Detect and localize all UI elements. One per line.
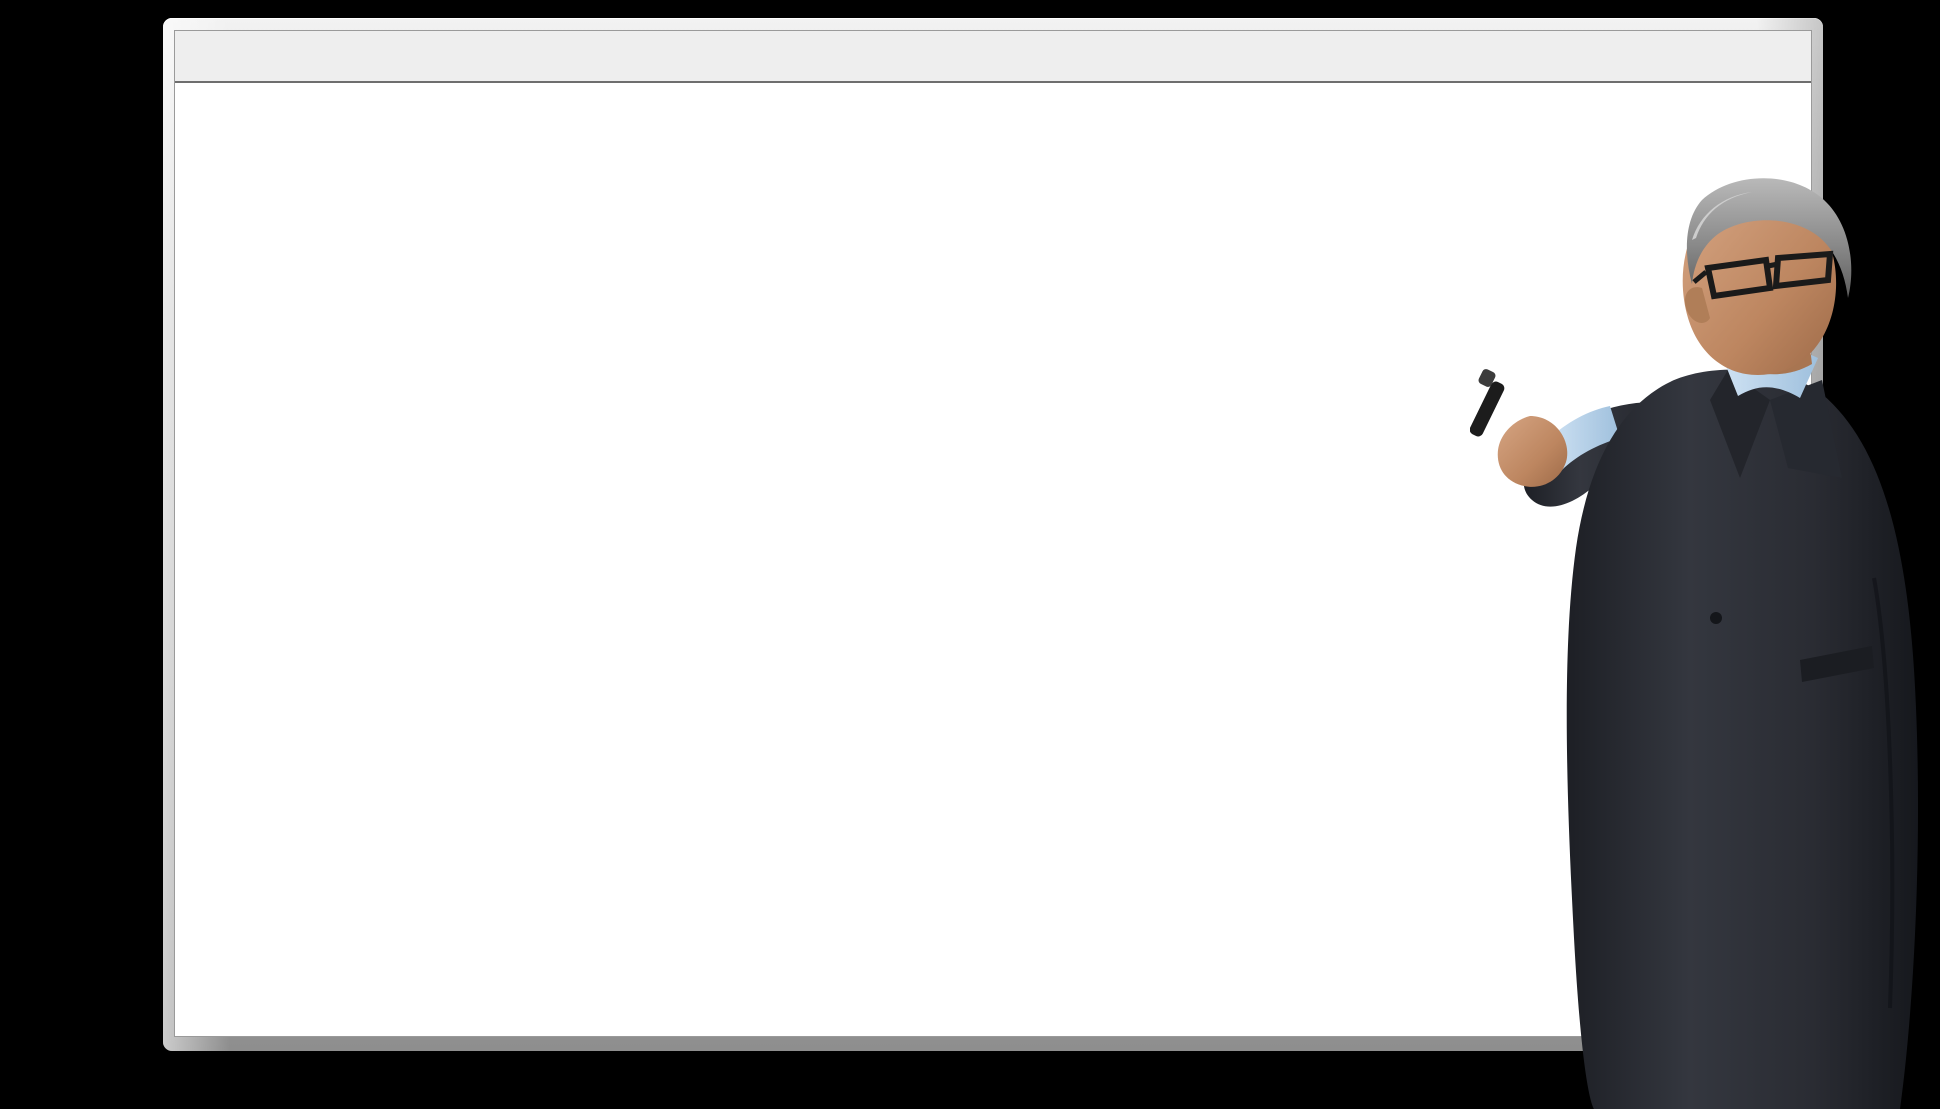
- person-writing-on-board: [1470, 148, 1940, 1109]
- board-title-band: [175, 31, 1811, 83]
- person-head: [1683, 178, 1852, 375]
- dry-erase-marker: [1470, 368, 1506, 438]
- person-torso: [1567, 347, 1918, 1109]
